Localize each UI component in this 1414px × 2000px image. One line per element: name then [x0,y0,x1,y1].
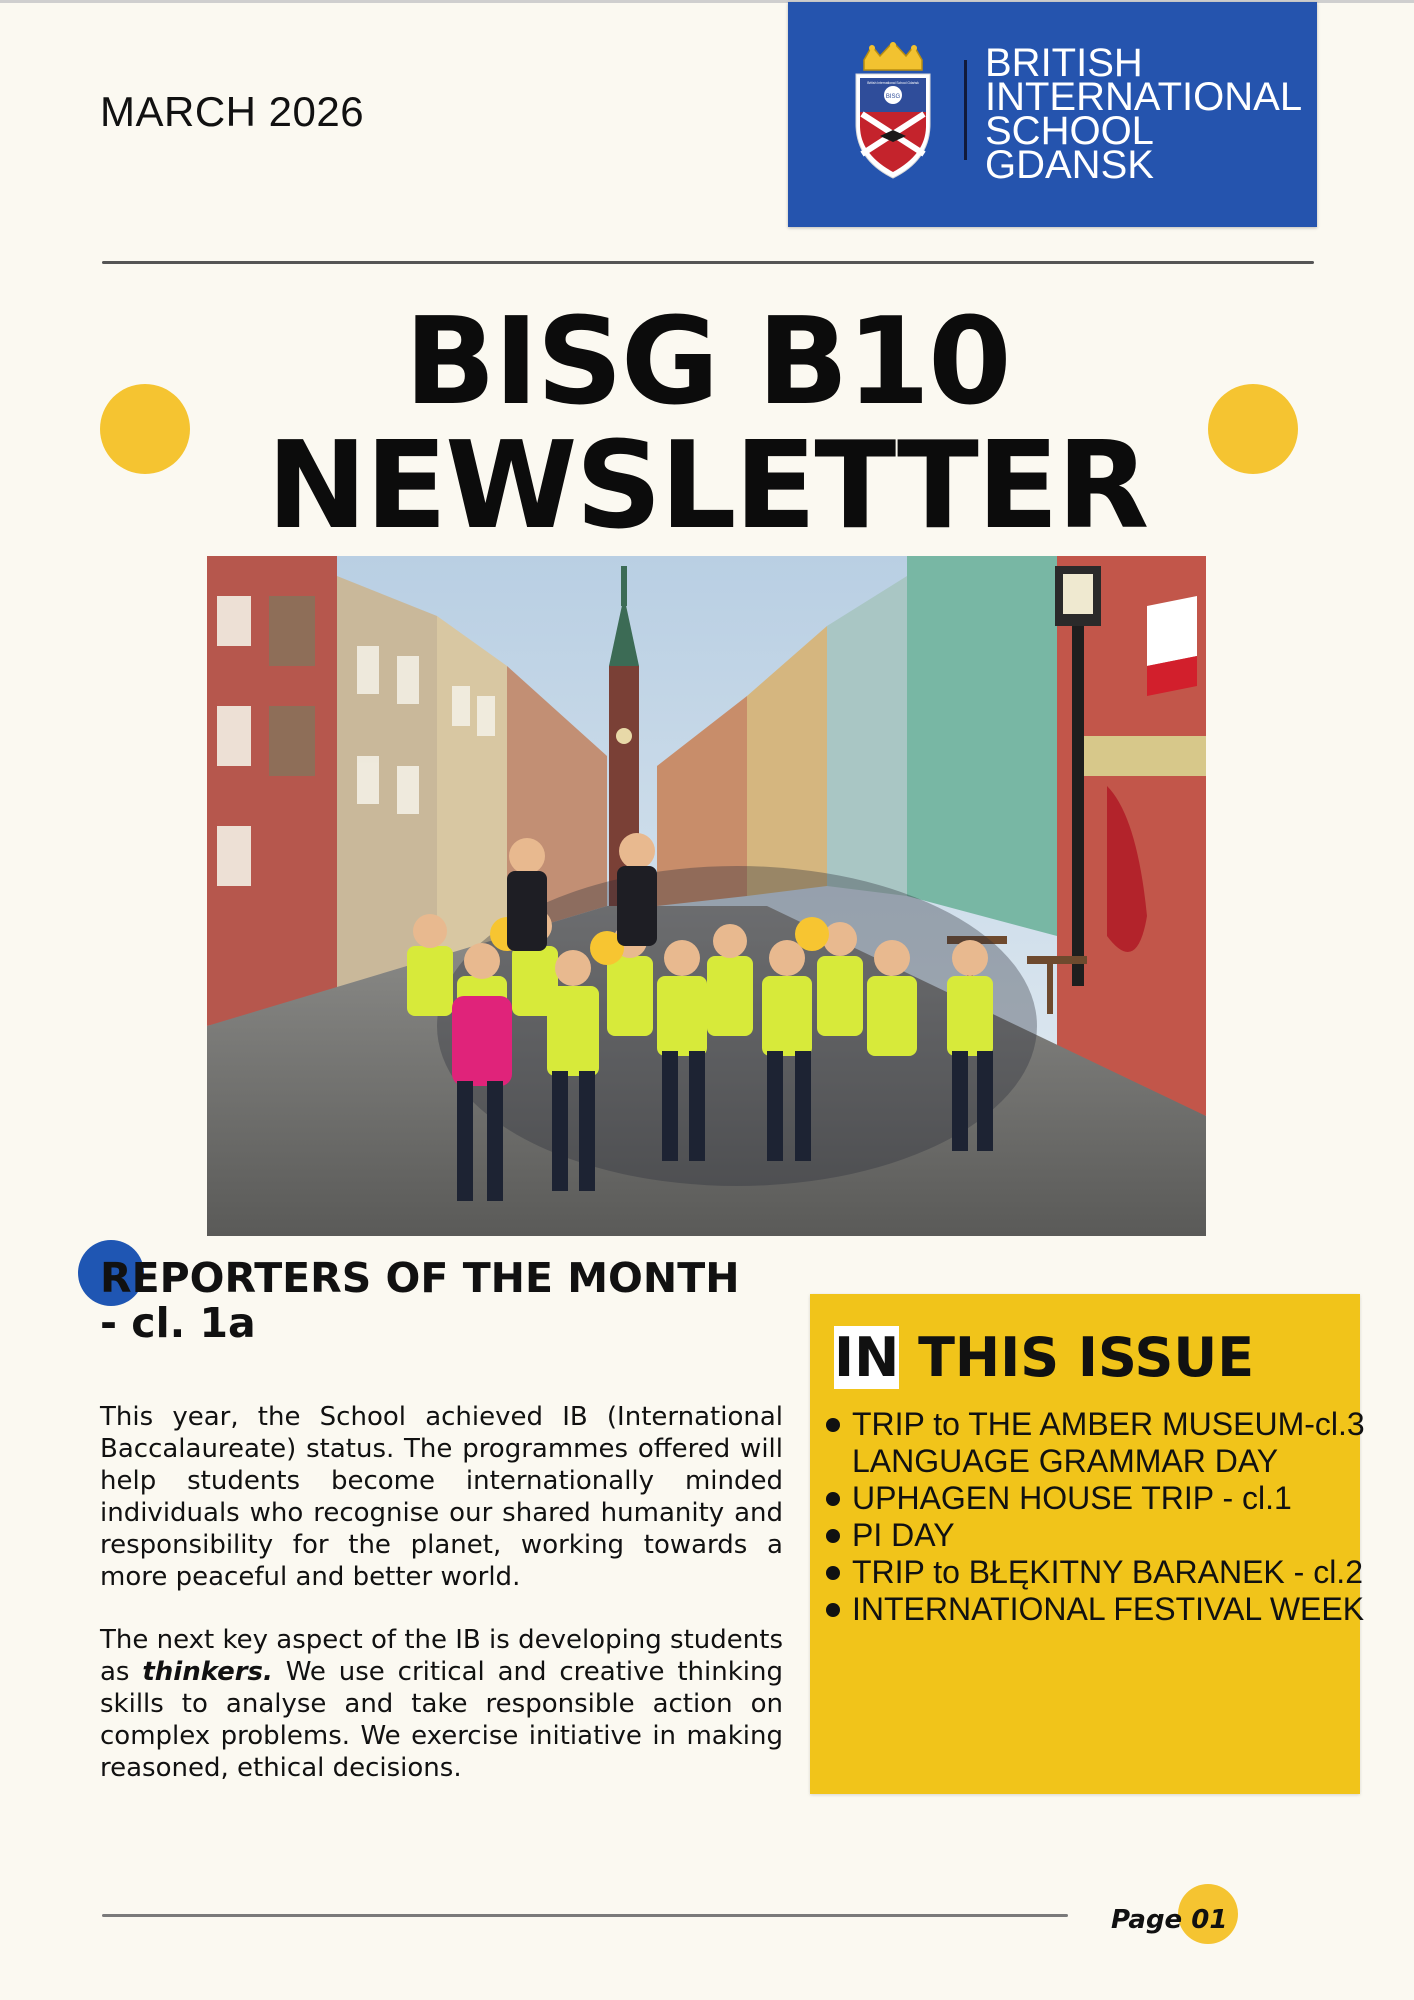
page-number [1111,1905,1227,1935]
issue-item[interactable]: TRIP to THE AMBER MUSEUM-cl.3 [824,1406,1365,1443]
issue-item[interactable]: PI DAY [824,1517,1365,1554]
paragraph2-text-end: We use critical and creative thinking skills to analyse and take responsible action on complex problems. We exercise initiative in making reasoned, ethical decisions. [100,1657,784,1783]
school-crest-icon [850,42,936,182]
crest-caption: British International School Gdańsk [867,81,919,85]
school-logo[interactable] [788,2,1317,227]
logo-line: INTERNATIONAL [985,75,1303,119]
issue-list [824,1406,1365,1628]
logo-line: GDANSK [985,143,1154,187]
crest-monogram: BISG [885,94,901,100]
reporters-heading [100,1256,800,1346]
logo-line: BRITISH [985,41,1143,85]
issue-date: MARCH 2026 [100,88,365,135]
issue-item[interactable]: UPHAGEN HOUSE TRIP - cl.1 [824,1480,1365,1517]
reporters-paragraph-1: This year, the School achieved IB (International Baccalaureate) status. The programmes offered will help students become internationally minded individuals who recognise our shared humanity and responsibility for the planet, working towards a more peaceful and better world. [100,1402,783,1592]
reporters-heading-line1: REPORTERS OF THE MONTH [100,1254,740,1302]
issue-item[interactable]: TRIP to BŁĘKITNY BARANEK - cl.2 [824,1554,1365,1591]
logo-wordmark [985,41,1303,187]
footer-divider [102,1914,1068,1917]
class-photo [207,556,1206,1236]
issue-item[interactable]: INTERNATIONAL FESTIVAL WEEK [824,1591,1365,1628]
heading-highlight: IN [834,1326,900,1389]
header-divider [102,261,1314,264]
newsletter-title-line2: NEWSLETTER [266,417,1148,556]
reporters-heading-line2: - cl. 1a [100,1299,256,1347]
newsletter-title-line1: BISG B10 [404,293,1010,432]
in-this-issue-box [810,1294,1365,1794]
thinkers-emphasis: thinkers. [142,1657,273,1687]
street-photo-illustration [207,556,1206,1236]
issue-item[interactable]: LANGUAGE GRAMMAR DAY [852,1443,1279,1479]
in-this-issue-heading [834,1326,1254,1389]
paragraph2-text: The next key aspect of the IB is developing students as [100,1625,783,1687]
logo-divider [964,60,967,160]
reporters-paragraph-2 [100,1624,783,1784]
page-number-value: 01 [1191,1905,1228,1935]
logo-line: SCHOOL [985,109,1154,153]
page-word: Page [1111,1905,1192,1935]
heading-rest: THIS ISSUE [899,1326,1255,1389]
